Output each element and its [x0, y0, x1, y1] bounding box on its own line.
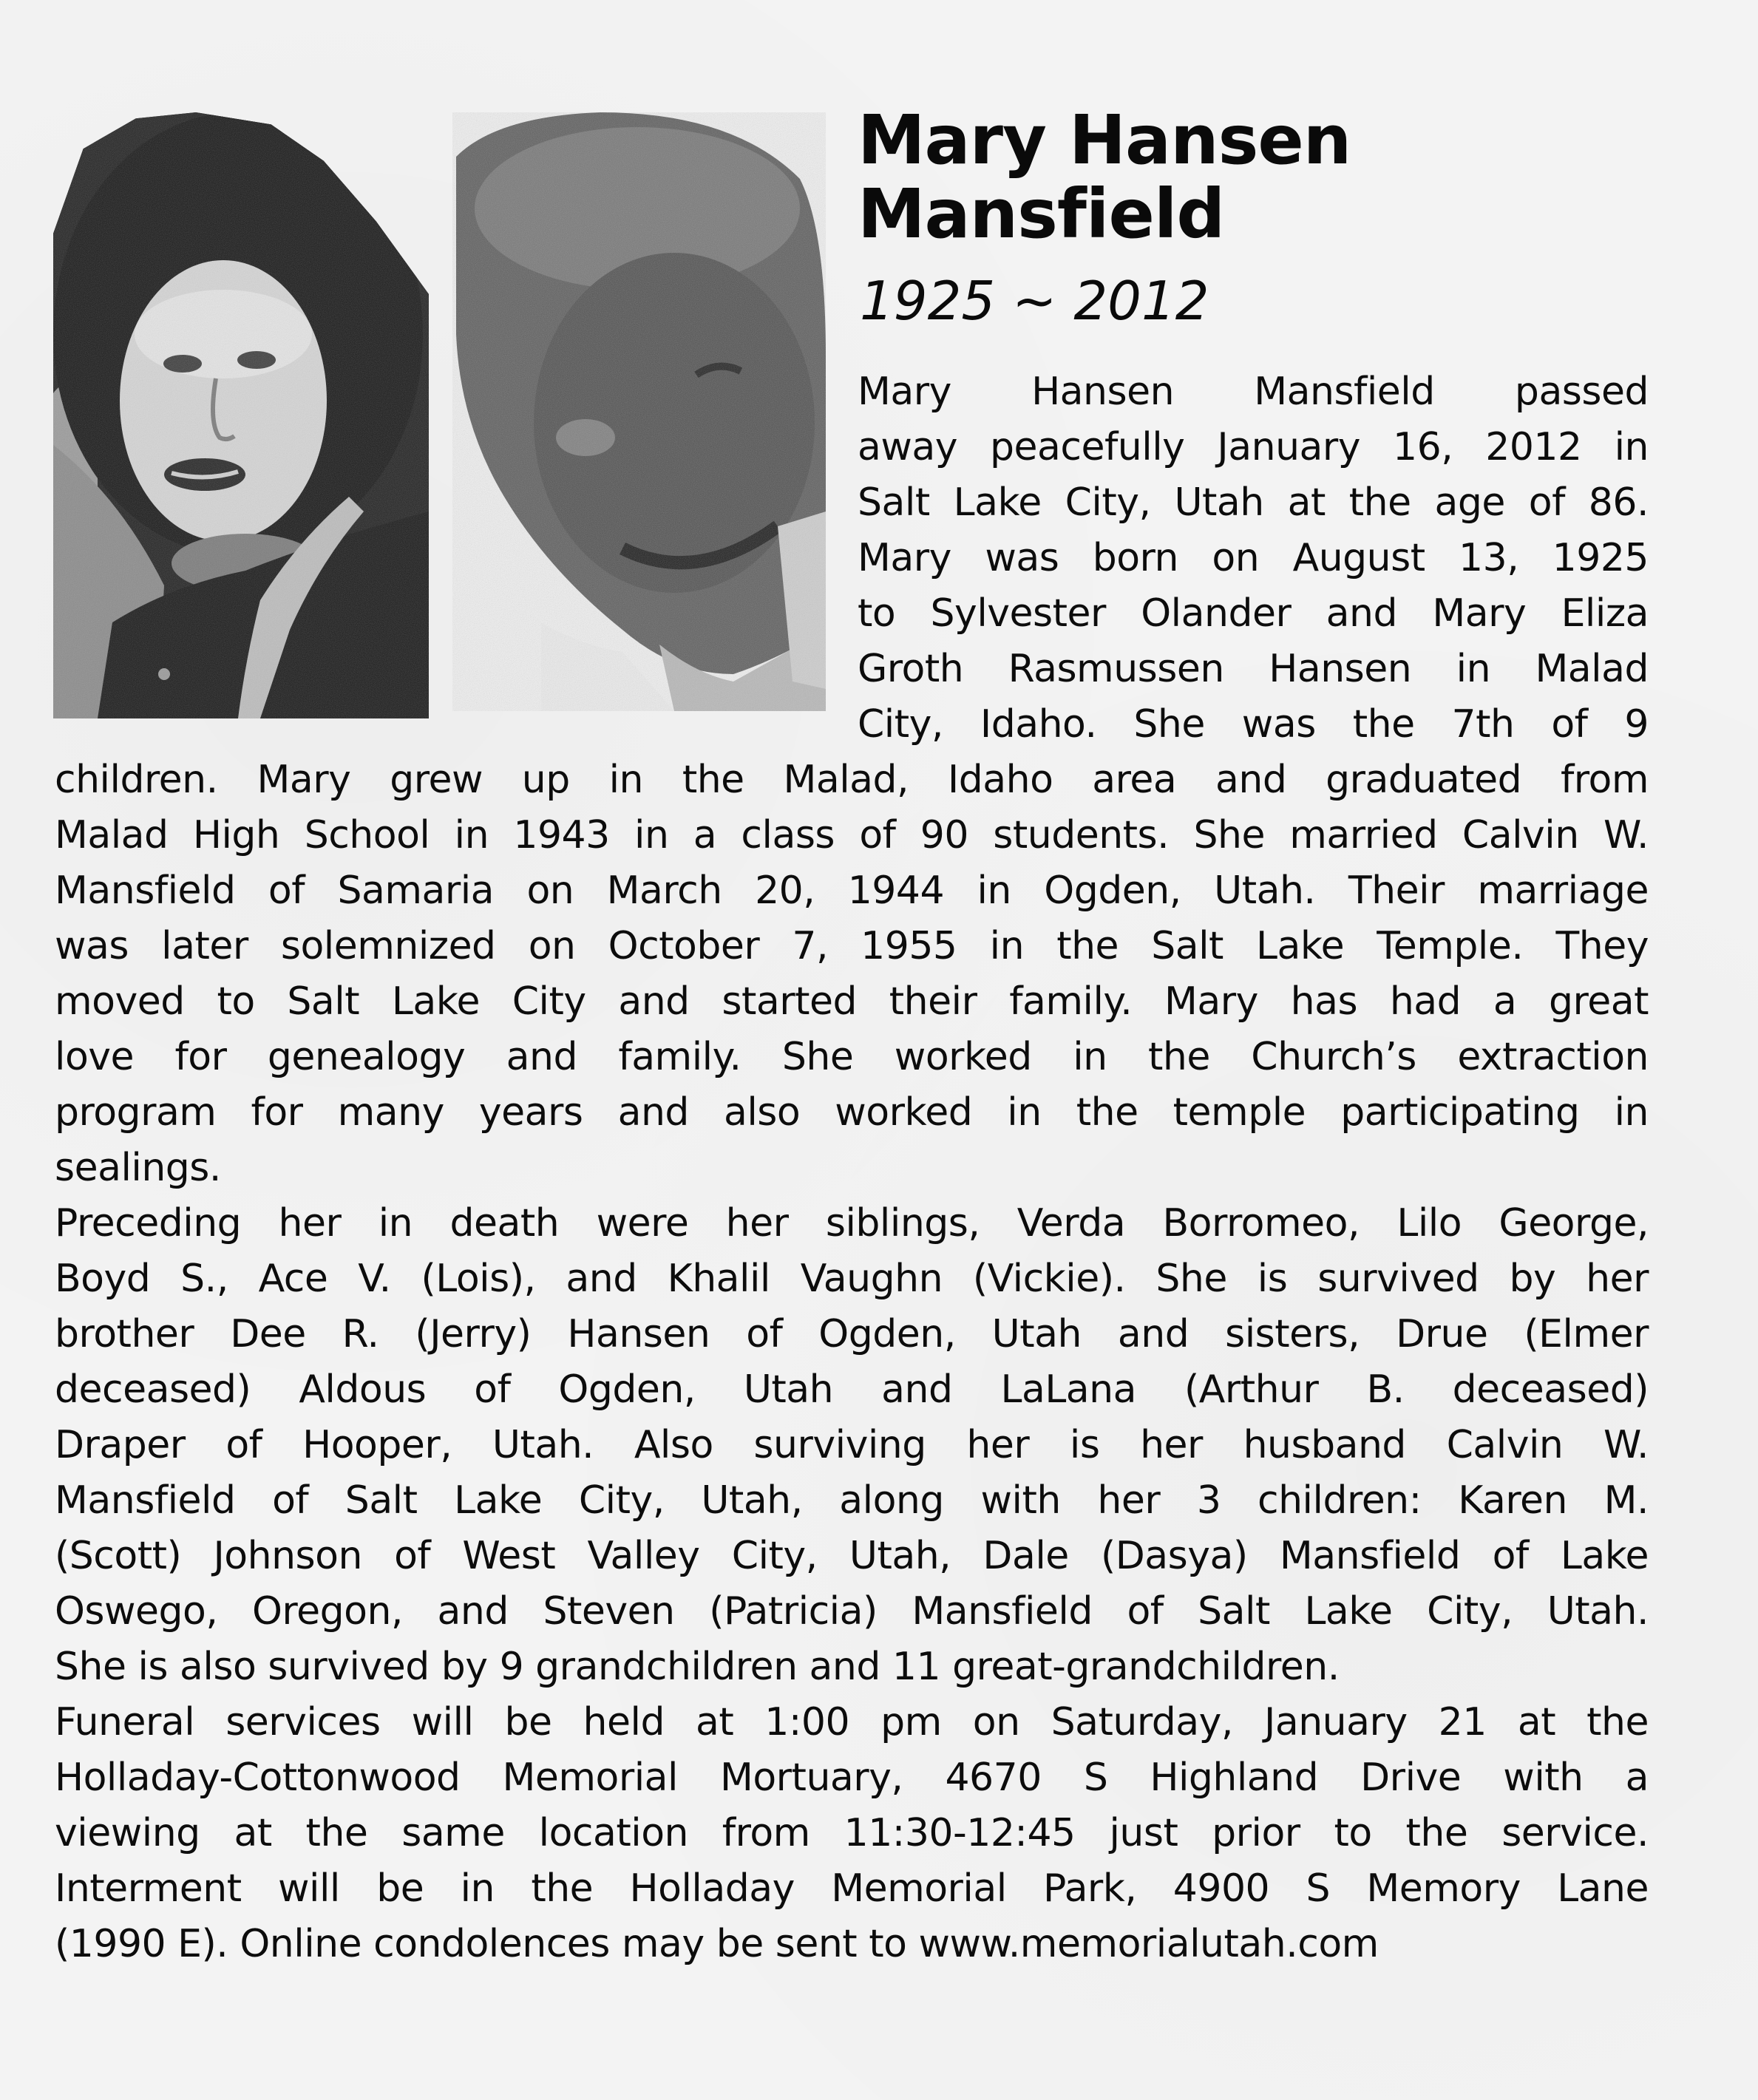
portrait-elderly-man-image [452, 112, 826, 711]
body-line: viewing at the same location from 11:30-12:45 just prior to the service. [55, 1811, 1649, 1855]
body-line: to Sylvester Olander and Mary Eliza [858, 591, 1649, 636]
body-line: deceased) Aldous of Ogden, Utah and LaLana (Arthur B. deceased) [55, 1367, 1649, 1412]
body-line: She is also survived by 9 grandchildren and 11 great-grandchildren. [55, 1645, 1340, 1689]
body-line: was later solemnized on October 7, 1955 in the Salt Lake Temple. They [55, 924, 1649, 968]
name-line-1: Mary Hansen [858, 101, 1351, 180]
body-line: love for genealogy and family. She worked in the Church’s extraction [55, 1035, 1649, 1079]
portrait-photo-young-woman [53, 112, 429, 718]
body-line: Mansfield of Samaria on March 20, 1944 in Ogden, Utah. Their marriage [55, 869, 1649, 913]
body-line: Interment will be in the Holladay Memorial Park, 4900 S Memory Lane [55, 1866, 1649, 1911]
body-line: children. Mary grew up in the Malad, Idaho area and graduated from [55, 758, 1649, 802]
obituary-name-heading [858, 101, 1671, 254]
body-line: Funeral services will be held at 1:00 pm on Saturday, January 21 at the [55, 1700, 1649, 1744]
body-line: Boyd S., Ace V. (Lois), and Khalil Vaughn (Vickie). She is survived by her [55, 1257, 1649, 1301]
body-line: Salt Lake City, Utah at the age of 86. [858, 480, 1649, 525]
body-line: Preceding her in death were her siblings, Verda Borromeo, Lilo George, [55, 1201, 1649, 1246]
body-line: Groth Rasmussen Hansen in Malad [858, 647, 1649, 691]
body-line: brother Dee R. (Jerry) Hansen of Ogden, Utah and sisters, Drue (Elmer [55, 1312, 1649, 1356]
body-line: moved to Salt Lake City and started their family. Mary has had a great [55, 979, 1649, 1024]
body-line: program for many years and also worked in the temple participating in [55, 1090, 1649, 1135]
body-line: Mary Hansen Mansfield passed [858, 370, 1649, 414]
body-line: (Scott) Johnson of West Valley City, Utah, Dale (Dasya) Mansfield of Lake [55, 1534, 1649, 1578]
body-line: sealings. [55, 1146, 221, 1190]
body-line: Malad High School in 1943 in a class of 90 students. She married Calvin W. [55, 813, 1649, 857]
portrait-photo-elderly-man [452, 112, 826, 711]
body-line: Oswego, Oregon, and Steven (Patricia) Mansfield of Salt Lake City, Utah. [55, 1589, 1649, 1634]
body-line: away peacefully January 16, 2012 in [858, 425, 1649, 469]
portrait-young-woman-image [53, 112, 429, 718]
name-line-2: Mansfield [858, 174, 1225, 254]
body-line: Draper of Hooper, Utah. Also surviving her is her husband Calvin W. [55, 1423, 1649, 1467]
life-dates: 1925 ~ 2012 [860, 270, 1209, 332]
body-line: Mary was born on August 13, 1925 [858, 536, 1649, 580]
body-line: City, Idaho. She was the 7th of 9 [858, 702, 1649, 747]
body-line: Holladay-Cottonwood Memorial Mortuary, 4670 S Highland Drive with a [55, 1756, 1649, 1800]
body-line: Mansfield of Salt Lake City, Utah, along with her 3 children: Karen M. [55, 1478, 1649, 1523]
body-line-website: (1990 E). Online condolences may be sent to www.memorialutah.com [55, 1922, 1379, 1966]
